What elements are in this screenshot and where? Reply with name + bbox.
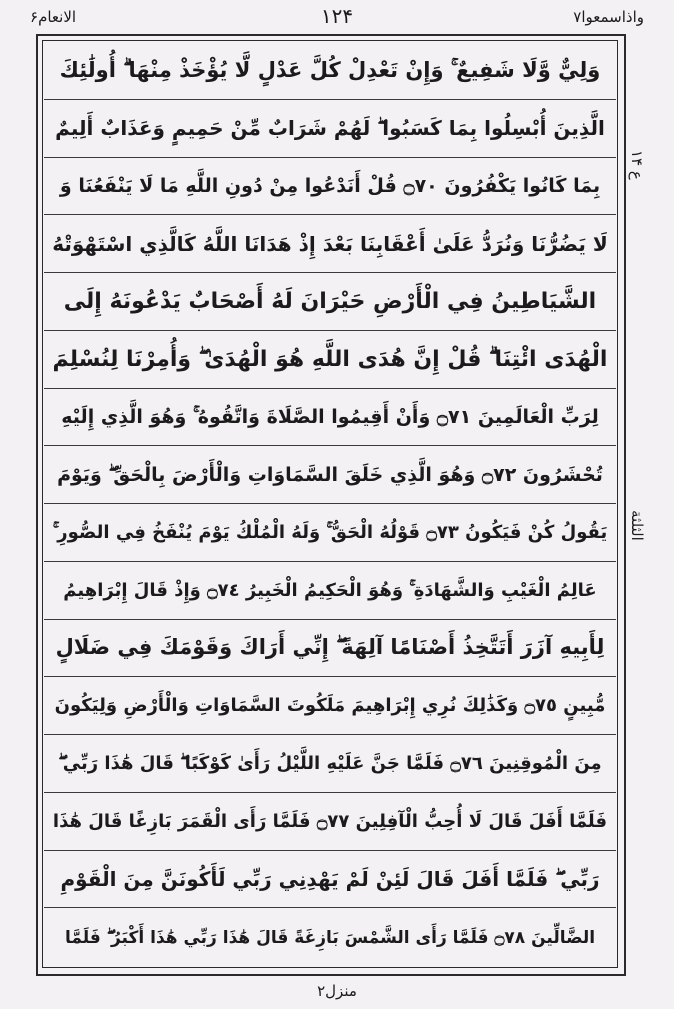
verse-line [44,908,616,966]
verse-line [44,158,616,216]
verse-line-text: رَبِّي ۖ فَلَمَّا أَفَلَ قَالَ لَئِنْ لَمْ يَهْدِنِي رَبِّي لَأَكُونَنَّ مِنَ الْقَوْمِ [60,866,600,891]
verse-line-text: تُحْشَرُونَ ۝٧٢ وَهُوَ الَّذِي خَلَقَ السَّمَاوَاتِ وَالْأَرْضَ بِالْحَقِّ ۖ وَيَوْمَ [57,463,603,486]
verse-line-text: بِمَا كَانُوا يَكْفُرُونَ ۝٧٠ قُلْ أَنَدْعُوا مِنْ دُونِ اللَّهِ مَا لَا يَنْفَعُنَا وَ [59,174,601,197]
ruku-marker: ع ۱۴ [628,150,646,180]
verse-line [44,215,616,273]
verse-line [44,504,616,562]
verse-line [44,389,616,447]
hizb-third-marker: الثلثة [628,510,646,541]
verse-text-block [44,42,616,966]
verse-line-text: عَالِمُ الْغَيْبِ وَالشَّهَادَةِ ۚ وَهُوَ الْحَكِيمُ الْخَبِيرُ ۝٧٤ وَإِذْ قَالَ إِبْرَاهِيمُ [63,579,597,601]
verse-line-text: الضَّالِّينَ ۝٧٨ فَلَمَّا رَأَى الشَّمْسَ بَازِغَةً قَالَ هَٰذَا رَبِّي هَٰذَا أَكْبَرُ ۖ فَلَمَّا [64,927,596,948]
verse-line-text: وَلِيٌّ وَّلَا شَفِيعٌ ۚ وَإِنْ تَعْدِلْ كُلَّ عَدْلٍ لَّا يُؤْخَذْ مِنْهَا ۗ أُولَٰئِكَ [59,57,601,82]
verse-line-text: مُّبِينٍ ۝٧٥ وَكَذَٰلِكَ نُرِي إِبْرَاهِيمَ مَلَكُوتَ السَّمَاوَاتِ وَالْأَرْضِ وَلِيَكُونَ [54,695,606,717]
verse-line-text: الشَّيَاطِينُ فِي الْأَرْضِ حَيْرَانَ لَهُ أَصْحَابٌ يَدْعُونَهُ إِلَى [63,288,597,314]
verse-line-text: لِرَبِّ الْعَالَمِينَ ۝٧١ وَأَنْ أَقِيمُوا الصَّلَاةَ وَاتَّقُوهُ ۚ وَهُوَ الَّذِي إِلَيْهِ [61,405,599,428]
verse-line [44,677,616,735]
verse-line [44,100,616,158]
verse-line-text: فَلَمَّا أَفَلَ قَالَ لَا أُحِبُّ الْآفِلِينَ ۝٧٧ فَلَمَّا رَأَى الْقَمَرَ بَازِغًا قَالَ هَٰذَا [52,810,608,832]
verse-line-text: الَّذِينَ أُبْسِلُوا بِمَا كَسَبُوا ۖ لَهُمْ شَرَابٌ مِّنْ حَمِيمٍ وَعَذَابٌ أَلِيمٌ [55,116,605,141]
surah-name-header: الانعام۶ [30,8,77,26]
verse-line [44,735,616,793]
verse-line [44,562,616,620]
verse-line [44,793,616,851]
verse-line-text: مِنَ الْمُوقِنِينَ ۝٧٦ فَلَمَّا جَنَّ عَلَيْهِ اللَّيْلُ رَأَىٰ كَوْكَبًا ۖ قَالَ هَٰذَا رَبِّي ۖ [58,752,602,774]
verse-line [44,446,616,504]
verse-line [44,620,616,678]
verse-line-text: يَقُولُ كُنْ فَيَكُونُ ۝٧٣ قَوْلُهُ الْحَقُّ ۚ وَلَهُ الْمُلْكُ يَوْمَ يُنْفَخُ فِي الصُّورِ ۚ [52,521,608,543]
verse-line-text: الْهُدَى ائْتِنَا ۗ قُلْ إِنَّ هُدَى اللَّهِ هُوَ الْهُدَىٰ ۖ وَأُمِرْنَا لِنُسْلِمَ [52,346,608,372]
verse-line [44,851,616,909]
verse-line [44,273,616,331]
manzil-footer: منزل۲ [317,982,357,1000]
juz-name-header: واذاسمعوا۷ [573,8,644,26]
verse-line [44,42,616,100]
verse-line [44,331,616,389]
verse-line-text: لِأَبِيهِ آزَرَ أَتَتَّخِذُ أَصْنَامًا آلِهَةً ۖ إِنِّي أَرَاكَ وَقَوْمَكَ فِي ضَلَالٍ [55,635,605,660]
verse-line-text: لَا يَضُرُّنَا وَنُرَدُّ عَلَىٰ أَعْقَابِنَا بَعْدَ إِذْ هَدَانَا اللَّهُ كَالَّذِي اسْتَهْوَتْهُ [52,231,608,256]
page-number: ۱۲۴ [320,4,354,28]
